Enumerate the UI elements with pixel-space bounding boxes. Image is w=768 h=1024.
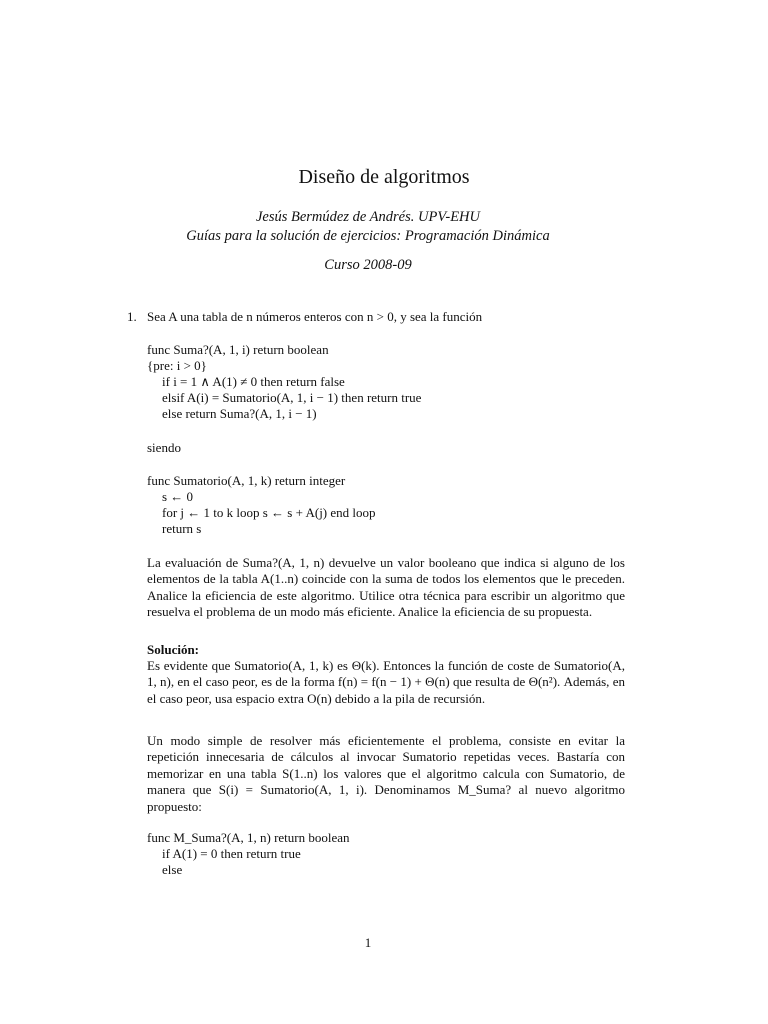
code-line: {pre: i > 0} bbox=[147, 358, 207, 373]
code-line: func Suma?(A, 1, i) return boolean bbox=[147, 342, 329, 357]
code-line: func M_Suma?(A, 1, n) return boolean bbox=[147, 830, 350, 845]
code-line: for j ← 1 to k loop s ← s + A(j) end loop bbox=[162, 505, 376, 520]
code-line: s ← 0 bbox=[162, 489, 194, 504]
author-line: Jesús Bermúdez de Andrés. UPV-EHU bbox=[255, 209, 481, 225]
solution-paragraph: Un modo simple de resolver más eficientemente el problema, consiste en evitar la repetición innecesaria de cálculos al invocar Sumatorio repetidas veces. Bastaría con memorizar en una tabla S(1..n) los valores que el algoritmo calcula con Sumatorio, de manera que S(i) = Sumatorio(A, 1, i). Denominamos M_Suma? al nuevo algoritmo propuesto: bbox=[147, 733, 625, 814]
exercise-intro: Sea A una tabla de n números enteros con n > 0, y sea la función bbox=[147, 309, 483, 324]
code-line: if A(1) = 0 then return true bbox=[162, 846, 301, 861]
code-line: func Sumatorio(A, 1, k) return integer bbox=[147, 473, 346, 488]
code-line: elsif A(i) = Sumatorio(A, 1, i − 1) then return true bbox=[162, 390, 422, 405]
problem-statement: La evaluación de Suma?(A, 1, n) devuelve un valor booleano que indica si alguno de los elementos de la tabla A(1..n) coincide con la suma de todos los elementos que le preceden. Analice la eficiencia de este algoritmo. Utilice otra técnica para escribir un algoritmo que resuelva el problema de un modo más eficiente. Analice la eficiencia de su propuesta. bbox=[147, 555, 625, 620]
author-block bbox=[0, 208, 736, 246]
exercise-number: 1. bbox=[127, 309, 137, 324]
connector-text: siendo bbox=[147, 440, 181, 455]
page-number: 1 bbox=[364, 935, 372, 950]
code-line: else return Suma?(A, 1, i − 1) bbox=[162, 406, 317, 421]
subtitle-line: Guías para la solución de ejercicios: Programación Dinámica bbox=[186, 228, 550, 244]
course-line: Curso 2008-09 bbox=[324, 257, 412, 273]
solution-heading: Solución: bbox=[147, 642, 200, 657]
solution-paragraph: Es evidente que Sumatorio(A, 1, k) es Θ(k). Entonces la función de coste de Sumatorio(A, 1, n), en el caso peor, es de la forma f(n) = f(n − 1) + Θ(n) que resulta de Θ(n²). Además, en el caso peor, usa espacio extra O(n) debido a la pila de recursión. bbox=[147, 658, 625, 706]
code-line: return s bbox=[162, 521, 202, 536]
code-line: else bbox=[162, 862, 183, 877]
document-title: Diseño de algoritmos bbox=[298, 166, 470, 188]
code-line: if i = 1 ∧ A(1) ≠ 0 then return false bbox=[162, 374, 345, 389]
